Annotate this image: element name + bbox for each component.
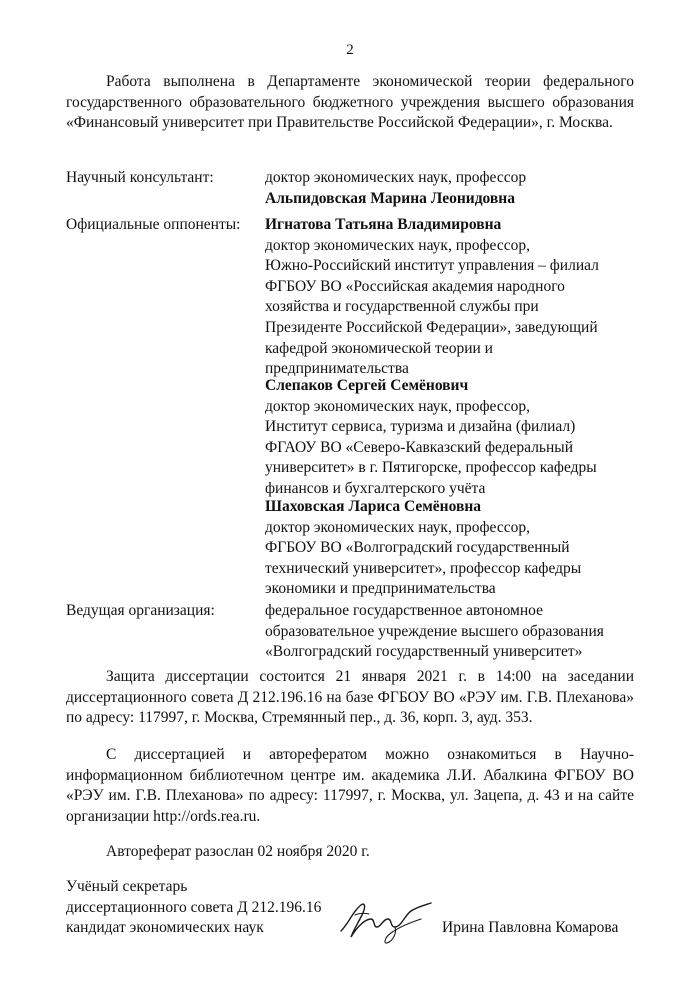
opponent-line: Президенте Российской Федерации», заведующий xyxy=(265,318,598,336)
opponent-line: хозяйства и государственной службы при xyxy=(265,298,539,316)
leading-org-line: федеральное государственное автономное xyxy=(265,602,543,619)
leading-org-block xyxy=(265,601,645,663)
opponent-line: Институт сервиса, туризма и дизайна (филиал) xyxy=(265,418,576,436)
secretary-line: диссертационного совета Д 212.196.16 xyxy=(66,898,322,916)
handwritten-signature xyxy=(335,893,435,945)
opponent-name: Игнатова Татьяна Владимировна xyxy=(265,216,502,233)
opponent-line: технический университет», профессор кафедры xyxy=(265,559,582,577)
consultant-name: Альпидовская Марина Леонидовна xyxy=(265,189,515,207)
opponent-line: ФГБОУ ВО «Волгоградский государственный xyxy=(265,539,570,557)
consultant-degree: доктор экономических наук, профессор xyxy=(265,169,527,186)
dispatch-paragraph: Автореферат разослан 02 ноября 2020 г. xyxy=(106,843,370,860)
opponent-line: Южно-Российский институт управления – филиал xyxy=(265,257,599,275)
page-number: 2 xyxy=(346,42,354,58)
intro-paragraph: Работа выполнена в Департаменте экономической теории федерального государственного образовательного бюджетного учреждения высшего образования «Финансовый университет при Правительстве Российской Федерации», г. Москва. xyxy=(66,73,634,132)
opponent-line: доктор экономических наук, профессор, xyxy=(265,397,530,415)
opponent-name: Шаховская Лариса Семёновна xyxy=(265,498,482,515)
secretary-line: кандидат экономических наук xyxy=(66,919,264,937)
opponent-line: доктор экономических наук, профессор, xyxy=(265,236,530,254)
opponent-name: Слепаков Сергей Семёнович xyxy=(265,377,469,394)
consultant-block xyxy=(265,168,645,209)
opponent-3 xyxy=(265,497,645,600)
secretary-block xyxy=(66,877,321,939)
opponent-line: ФГАОУ ВО «Северо-Кавказский федеральный xyxy=(265,438,574,456)
secretary-name: Ирина Павловна Комарова xyxy=(442,919,619,936)
opponent-line: ФГБОУ ВО «Российская академия народного xyxy=(265,277,565,295)
opponent-1 xyxy=(265,215,645,380)
opponent-2 xyxy=(265,376,645,500)
opponents-label: Официальные оппоненты: xyxy=(66,216,241,233)
opponent-line: кафедрой экономической теории и xyxy=(265,339,493,357)
leading-org-label: Ведущая организация: xyxy=(66,602,215,619)
consultant-label: Научный консультант: xyxy=(66,169,214,186)
defense-paragraph: Защита диссертации состоится 21 января 2021 г. в 14:00 на заседании диссертационного совета Д 212.196.16 на базе ФГБОУ ВО «РЭУ им. Г.В. Плеханова» по адресу: 117997, г. Москва, Стремянный пер., д. 36, корп. 3, ауд. 353. xyxy=(66,668,634,727)
library-paragraph: С диссертацией и авторефератом можно ознакомиться в Научно-информационном библиотечном центре им. академика Л.И. Абалкина ФГБОУ ВО «РЭУ им. Г.В. Плеханова» по адресу: 117997, г. Москва, ул. Зацепа, д. 43 и на сайте организации http://ords.rea.ru. xyxy=(66,746,634,825)
opponent-line: экономики и предпринимательства xyxy=(265,580,496,598)
leading-org-line: «Волгоградский государственный университет» xyxy=(265,643,583,661)
opponent-line: университет» в г. Пятигорске, профессор кафедры xyxy=(265,459,597,477)
opponent-line: доктор экономических наук, профессор, xyxy=(265,518,530,536)
opponent-line: финансов и бухгалтерского учёта xyxy=(265,479,486,497)
secretary-line: Учёный секретарь xyxy=(66,878,188,895)
leading-org-line: образовательное учреждение высшего образования xyxy=(265,622,604,640)
opponent-line: предпринимательства xyxy=(265,360,409,378)
